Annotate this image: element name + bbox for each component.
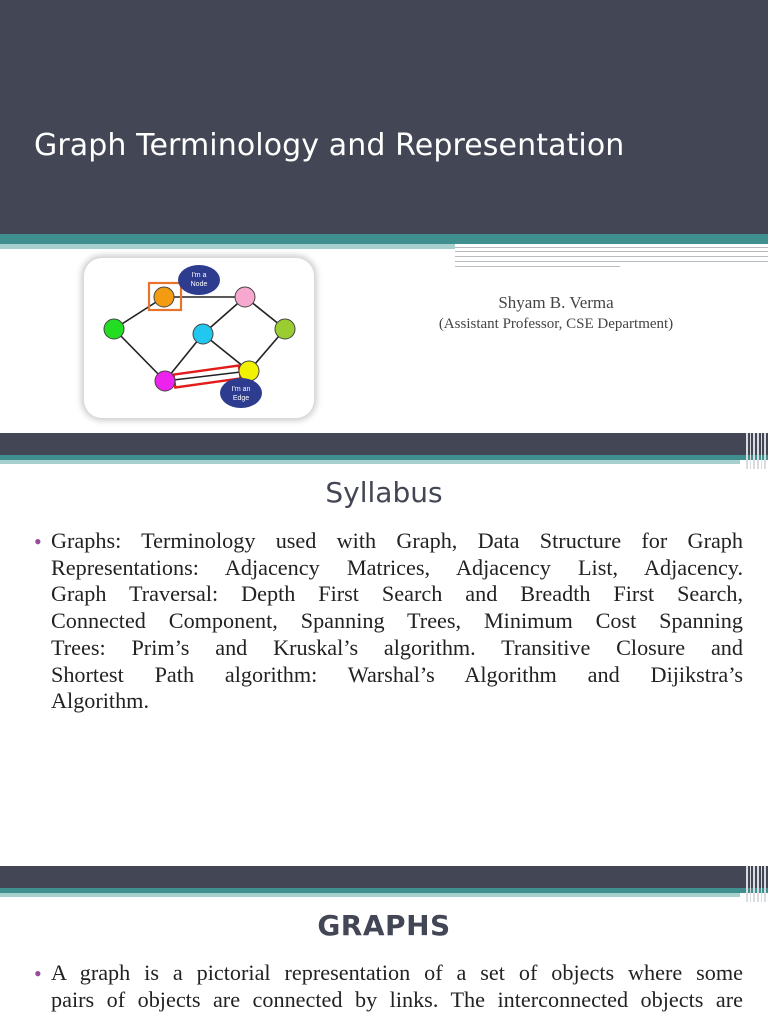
stripe-line — [455, 261, 768, 262]
stripe-line — [455, 247, 768, 248]
graph-node — [104, 319, 124, 339]
edge-callout-line2: Edge — [232, 395, 250, 402]
syllabus-line: Algorithm. — [51, 688, 149, 714]
accent-band-light — [0, 460, 740, 464]
slide-top-bar — [0, 866, 768, 888]
graph-node — [235, 287, 255, 307]
graphs-line: pairs of objects are connected by links. The interconnected objects are — [51, 986, 743, 1012]
slide-title: Graph Terminology and Representation — [34, 128, 625, 163]
slide-top-bar — [0, 433, 768, 455]
syllabus-paragraph — [51, 528, 743, 715]
edge-callout-line1: I'm an — [231, 386, 251, 393]
author-name: Shyam B. Verma — [498, 293, 614, 312]
vertical-stripes — [746, 866, 766, 902]
syllabus-line: Graphs: Terminology used with Graph, Data Structure for Graph — [51, 528, 743, 553]
graph-node — [239, 361, 259, 381]
bullet-marker: • — [34, 529, 42, 554]
bullet-marker: • — [34, 961, 42, 986]
stripe-line — [455, 256, 768, 257]
node-callout-line2: Node — [190, 281, 208, 288]
graph-node — [154, 287, 174, 307]
syllabus-line: Trees: Prim’s and Kruskal’s algorithm. Transitive Closure and — [51, 634, 743, 660]
node-callout — [178, 265, 220, 295]
title-slide-header — [0, 0, 768, 234]
syllabus-line: Shortest Path algorithm: Warshal’s Algorithm and Dijikstra’s — [51, 661, 743, 687]
author-role: (Assistant Professor, CSE Department) — [438, 316, 674, 332]
node-callout-line1: I'm a — [191, 272, 207, 279]
graphs-line: A graph is a pictorial representation of a set of objects where some — [51, 960, 743, 985]
syllabus-line: Representations: Adjacency Matrices, Adjacency List, Adjacency. — [51, 554, 743, 580]
vertical-stripes — [746, 433, 766, 469]
graph-node — [155, 371, 175, 391]
graph-diagram — [84, 258, 314, 418]
graph-diagram-card — [84, 258, 314, 418]
accent-band-light — [0, 244, 455, 249]
graphs-paragraph — [51, 960, 743, 1013]
syllabus-line: Graph Traversal: Depth First Search and Breadth First Search, — [51, 581, 743, 607]
accent-band — [0, 234, 768, 244]
graphs-heading: GRAPHS — [317, 909, 451, 942]
syllabus-line: Connected Component, Spanning Trees, Minimum Cost Spanning — [51, 608, 743, 634]
edge-callout — [220, 378, 262, 408]
accent-band-light — [0, 893, 740, 897]
stripe-line — [455, 266, 620, 267]
author-block — [386, 292, 726, 334]
graph-node — [275, 319, 295, 339]
stripe-line — [455, 251, 768, 252]
syllabus-heading: Syllabus — [325, 476, 443, 509]
graph-node — [193, 324, 213, 344]
